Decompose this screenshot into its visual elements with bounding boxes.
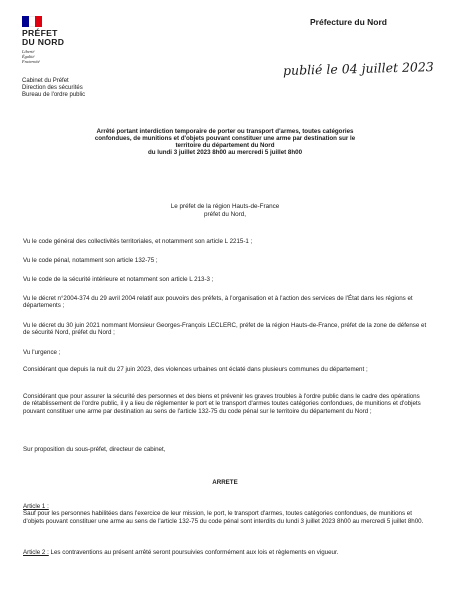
legal-basis-paragraph: Vu le code pénal, notamment son article 132-75 ;: [23, 257, 158, 264]
article-text: Les contraventions au présent arrêté seront poursuivies conformément aux lois et règlements en vigueur.: [50, 549, 339, 556]
marianne-flag-logo: [22, 16, 42, 27]
article-text: Sauf pour les personnes habilitées dans l'exercice de leur mission, le port, le transport d'armes, toutes catégories confondues, de munitions et d'objets pouvant constituer une arme au sens de l'article 132-75 du code pénal sont interdits du lundi 3 juillet 2023 8h00 au mercredi 5 juillet 8h00.: [23, 510, 424, 525]
considerant-paragraph: Considérant que depuis la nuit du 27 juin 2023, des violences urbaines ont éclaté dans plusieurs communes du département ;: [23, 366, 368, 373]
prefet-logo-text: [22, 29, 64, 47]
authority-line: Le préfet de la région Hauts-de-France: [170, 203, 280, 210]
considerant-paragraph: Considérant que pour assurer la sécurité des personnes et des biens et prévenir les graves troubles à l'ordre public dans le cadre des opérations de rétablissement de l'ordre public, il y a lieu de réglementer le port et le transport d'armes toutes catégories confondues, de munitions et d'objets pouvant constituer une arme par destination au sens de l'article 132-75 du code pénal sur le territoire du département du Nord ;: [23, 393, 421, 415]
legal-basis-paragraph: Vu le décret n°2004-374 du 29 avril 2004 relatif aux pouvoirs des préfets, à l'organisation et à l'action des services de l'État dans les régions et départements ;: [23, 295, 413, 310]
handwritten-publication-note: publié le 04 juillet 2023: [282, 59, 434, 78]
motto-line: Fraternité: [22, 59, 40, 64]
motto-line: Liberté: [22, 49, 35, 54]
prefecture-name: Préfecture du Nord: [310, 17, 387, 27]
service-line: Direction des sécurités: [22, 85, 83, 92]
article-2: [23, 549, 428, 556]
logo-line: DU NORD: [22, 37, 65, 47]
title-line: confondues, de munitions et d'objets pouvant constituer une arme par destination sur le: [94, 135, 356, 143]
decision-heading: ARRETE: [212, 479, 238, 486]
flag-red-stripe: [35, 16, 42, 27]
article-1: [23, 503, 428, 525]
flag-white-stripe: [29, 16, 36, 27]
service-line: Bureau de l'ordre public: [22, 92, 86, 99]
issuing-authority: [120, 203, 330, 218]
decree-title: [40, 128, 410, 156]
flag-blue-stripe: [22, 16, 29, 27]
motto-line: Égalité: [22, 54, 35, 59]
legal-basis-paragraph: Vu le code général des collectivités territoriales, et notamment son article L 2215-1 ;: [23, 238, 253, 245]
logo-line: PRÉFET: [22, 28, 58, 38]
authority-line: préfet du Nord,: [203, 210, 246, 218]
service-line: Cabinet du Préfet: [22, 78, 69, 84]
legal-basis-paragraph: Vu le code de la sécurité intérieure et notamment son article L 213-3 ;: [23, 276, 214, 283]
republic-motto: [22, 49, 40, 64]
legal-basis-paragraph: Vu l'urgence ;: [23, 349, 61, 356]
legal-basis-paragraph: Vu le décret du 30 juin 2021 nommant Monsieur Georges-François LECLERC, préfet de la région Hauts-de-France, préfet de la zone de défense et de sécurité Nord, préfet du Nord ;: [23, 322, 427, 337]
article-label: Article 2 :: [23, 549, 49, 556]
article-label: Article 1 :: [23, 503, 49, 510]
title-line: territoire du département du Nord: [175, 142, 275, 150]
issuing-services: [22, 78, 85, 100]
proposal-paragraph: Sur proposition du sous-préfet, directeur de cabinet,: [23, 446, 166, 453]
title-line: Arrêté portant interdiction temporaire de porter ou transport d'armes, toutes catégories: [96, 128, 354, 135]
title-line: du lundi 3 juillet 2023 8h00 au mercredi 5 juillet 8h00: [147, 149, 303, 157]
